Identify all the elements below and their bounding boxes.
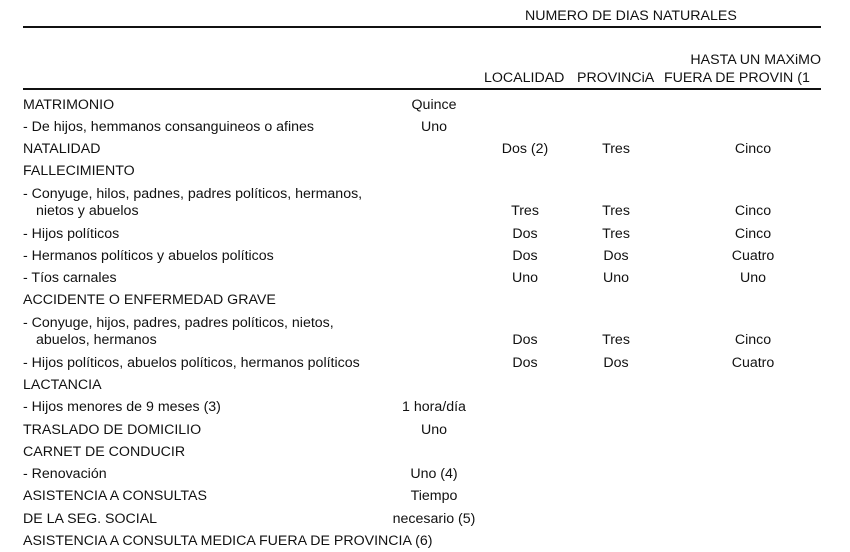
row-provincia-value: Tres [602,226,630,242]
row-label: CARNET DE CONDUCIR [23,444,186,460]
row-label: ACCIDENTE O ENFERMEDAD GRAVE [23,292,276,308]
row-localidad-value: Dos [512,226,538,242]
row-label: FALLECIMIENTO [23,163,135,179]
row-fuera-value: Cinco [734,203,772,219]
col-header-localidad: LOCALIDAD [484,70,565,86]
row-fuera-value: Cuatro [731,355,775,371]
row-localidad-value: Uno [511,270,539,286]
row-fuera-value: Cinco [734,332,772,348]
row-fuera-value: Cuatro [731,248,775,264]
row-label: ASISTENCIA A CONSULTA MEDICA FUERA DE PROVINCIA (6) [23,533,433,549]
row-label: NATALIDAD [23,141,101,157]
row-base-value: Uno (4) [410,466,458,482]
row-label: - Hijos políticos, abuelos políticos, hermanos políticos [23,355,360,371]
row-localidad-value: Dos [512,355,538,371]
row-label: MATRIMONIO [23,97,115,113]
row-fuera-value: Cinco [734,226,772,242]
row-label: - Hijos menores de 9 meses (3) [23,399,221,415]
row-label: - Renovación [23,466,107,482]
row-base-value: 1 hora/día [402,399,466,415]
row-fuera-value: Cinco [734,141,772,157]
row-provincia-value: Tres [602,332,630,348]
row-base-value: Quince [411,97,457,113]
row-base-value: Uno [420,119,448,135]
row-label: - Conyuge, hilos, padnes, padres políticos, hermanos, [23,186,363,202]
row-label: - Tíos carnales [23,270,117,286]
row-provincia-value: Tres [602,141,630,157]
row-localidad-value: Dos [512,332,538,348]
row-label: DE LA SEG. SOCIAL [23,511,158,527]
row-label: ASISTENCIA A CONSULTAS [23,488,207,504]
row-label: - Conyuge, hijos, padres, padres políticos, nietos, [23,315,334,331]
row-localidad-value: Dos [512,248,538,264]
row-label: - De hijos, hemmanos consanguineos o afines [23,119,315,135]
row-base-value: necesario (5) [392,511,476,527]
row-label: TRASLADO DE DOMICILIO [23,422,202,438]
table-title: NUMERO DE DIAS NATURALES [525,8,737,24]
row-provincia-value: Dos [603,355,629,371]
row-provincia-value: Dos [603,248,629,264]
row-provincia-value: Tres [602,203,630,219]
row-label-continued: nietos y abuelos [36,203,139,219]
top-rule [23,26,821,28]
col-header-provincia: PROVINCiA [577,70,655,86]
row-base-value: Uno [420,422,448,438]
subtitle-max: HASTA UN MAXiMO [690,52,821,68]
row-fuera-value: Uno [739,270,767,286]
row-localidad-value: Dos (2) [501,141,549,157]
row-label: - Hermanos políticos y abuelos políticos [23,248,274,264]
row-localidad-value: Tres [511,203,539,219]
row-label-continued: abuelos, hermanos [36,332,157,348]
row-provincia-value: Uno [602,270,630,286]
row-label: LACTANCIA [23,377,102,393]
header-rule [23,88,821,90]
row-label: - Hijos políticos [23,226,120,242]
row-base-value: Tiempo [410,488,458,504]
col-header-fuera: FUERA DE PROVIN (1 [664,70,810,86]
